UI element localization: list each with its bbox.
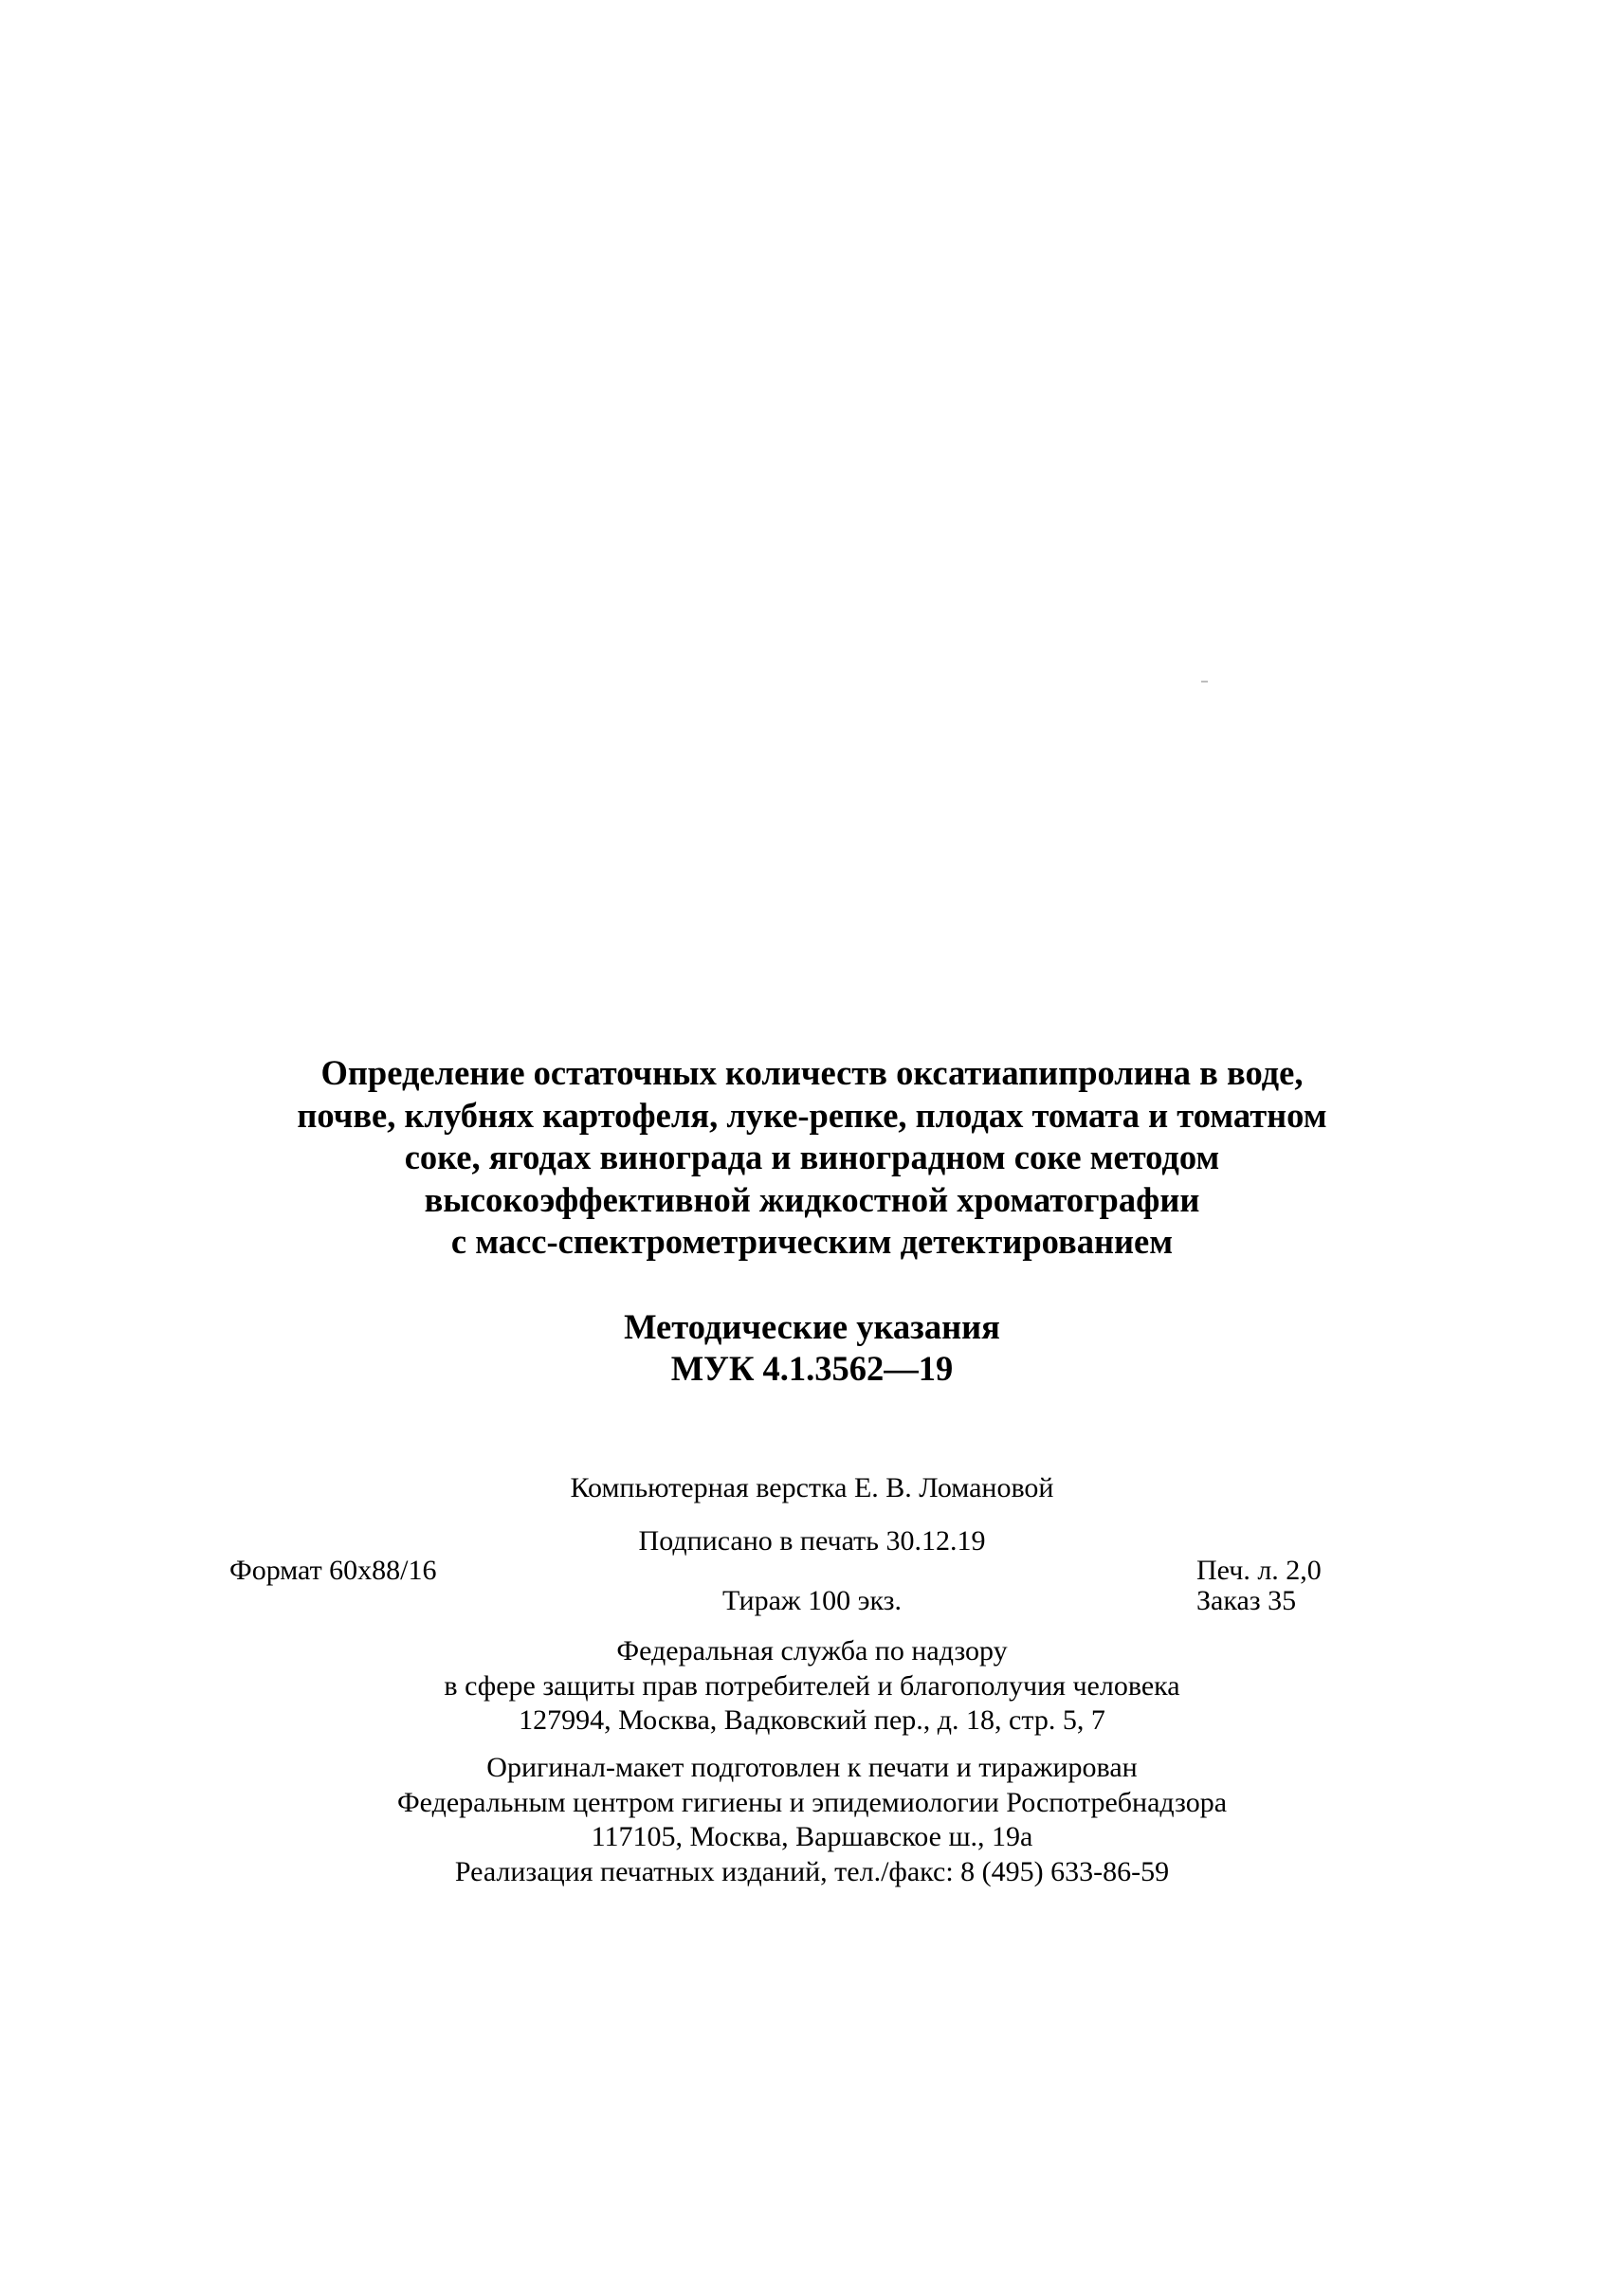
circulation: Тираж 100 экз. (721, 1585, 903, 1616)
layout-credit: Компьютерная верстка Е. В. Ломановой (570, 1472, 1054, 1503)
printer-block (284, 1751, 1340, 1889)
publisher-line: в сфере защиты прав потребителей и благополучия человека (444, 1669, 1180, 1702)
publisher-line: Федеральная служба по надзору (616, 1635, 1008, 1667)
paper-format: Формат 60х88/16 (229, 1555, 437, 1586)
printed-sheets: Печ. л. 2,0 (1196, 1555, 1322, 1586)
publisher-line: 127994, Москва, Вадковский пер., д. 18, стр. 5, 7 (519, 1704, 1105, 1736)
document-type-block (379, 1306, 1245, 1390)
title-line: с масс-спектрометрическим детектированием (450, 1222, 1174, 1261)
title-line: высокоэффективной жидкостной хроматографии (424, 1179, 1200, 1219)
printer-line: Реализация печатных изданий, тел./факс: 8 (495) 633-86-59 (454, 1855, 1170, 1887)
title-line: Определение остаточных количеств оксатиапипролина в воде, (320, 1053, 1304, 1092)
publisher-block (284, 1634, 1340, 1739)
scan-speck (1201, 681, 1208, 683)
document-type-label: Методические указания (624, 1307, 1000, 1346)
document-title (190, 1052, 1434, 1264)
title-line: почве, клубнях картофеля, луке-репке, плодах томата и томатном (297, 1095, 1327, 1135)
printer-line: Федеральным центром гигиены и эпидемиологии Роспотребнадзора (396, 1786, 1228, 1818)
signed-to-print: Подписано в печать 30.12.19 (638, 1525, 986, 1557)
document-code: МУК 4.1.3562—19 (670, 1349, 954, 1388)
printer-line: 117105, Москва, Варшавское ш., 19а (591, 1821, 1033, 1852)
printer-line: Оригинал-макет подготовлен к печати и тиражирован (486, 1752, 1138, 1783)
title-line: соке, ягодах винограда и виноградном соке методом (404, 1138, 1220, 1176)
order-number: Заказ 35 (1196, 1585, 1297, 1616)
